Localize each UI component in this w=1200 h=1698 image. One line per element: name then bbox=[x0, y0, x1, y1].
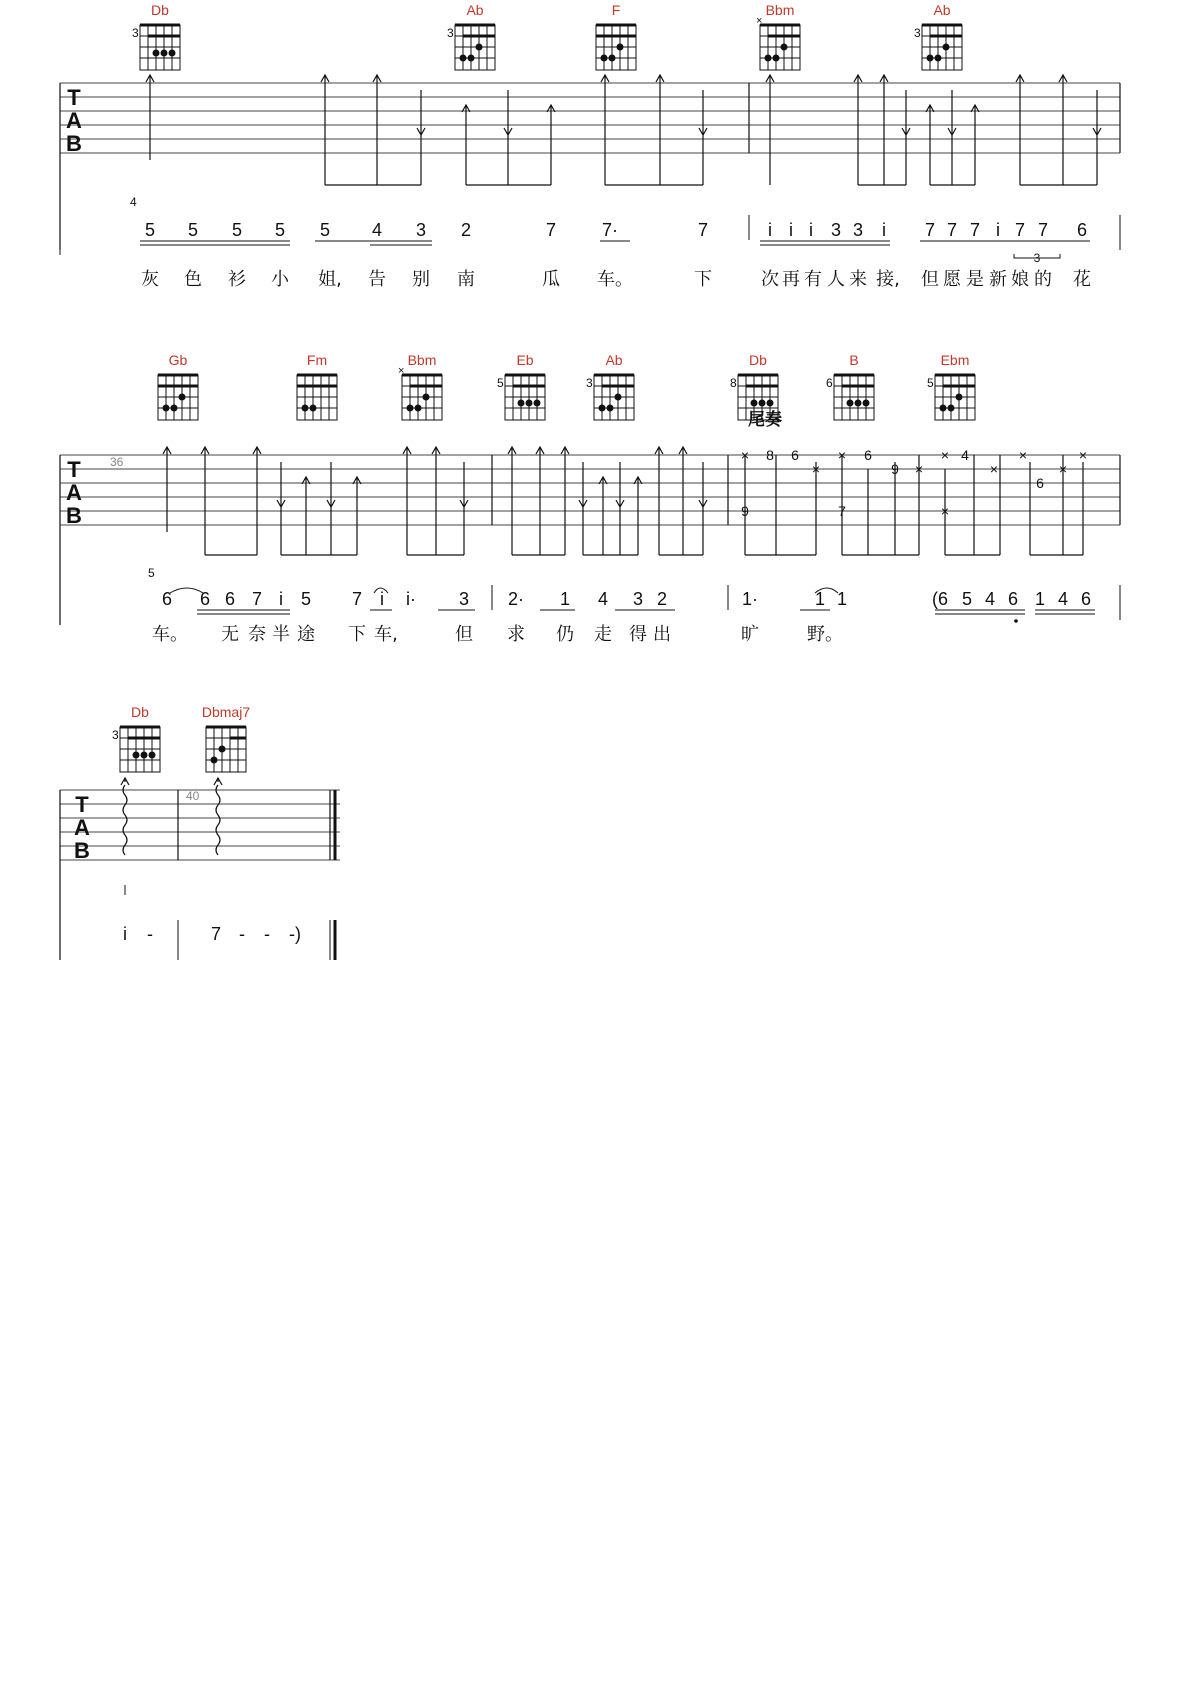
dead-note-icon: × bbox=[740, 447, 750, 463]
chord-fret: 3 bbox=[586, 376, 593, 390]
chord-name: Ab bbox=[466, 2, 484, 18]
tab-staff-1 bbox=[60, 75, 1120, 250]
lyric: 有 bbox=[804, 269, 822, 290]
beam-marker: 5 bbox=[148, 566, 155, 580]
note: 3 bbox=[852, 220, 864, 240]
lyric: 但 bbox=[921, 269, 939, 290]
chord-fret: 3 bbox=[914, 26, 921, 40]
chord-name: Ebm bbox=[940, 352, 970, 368]
lyric: 新 bbox=[989, 269, 1007, 290]
note: i bbox=[380, 589, 384, 609]
note: 7· bbox=[601, 220, 619, 240]
dead-note-icon: × bbox=[1078, 447, 1088, 463]
chord-diagram bbox=[297, 352, 337, 420]
note: 4 bbox=[984, 589, 996, 609]
lyric: 半 bbox=[272, 624, 290, 645]
chord-diagram bbox=[756, 2, 800, 70]
tab-label-b: B bbox=[66, 131, 82, 156]
note: i bbox=[996, 220, 1000, 240]
tab-label-b: B bbox=[66, 503, 82, 528]
numbered-notation-3 bbox=[123, 885, 335, 960]
dead-note-icon: × bbox=[914, 461, 924, 477]
lyric: 是 bbox=[966, 269, 984, 290]
note: 5 bbox=[231, 220, 243, 240]
fret-number: 6 bbox=[1036, 475, 1044, 491]
tab-label-t: T bbox=[75, 792, 89, 817]
lyric: 但 bbox=[455, 624, 473, 645]
chord-fret: 5 bbox=[497, 376, 504, 390]
beam-marker: 4 bbox=[130, 195, 137, 209]
lyric: 下 bbox=[694, 269, 712, 290]
note: (6 bbox=[931, 589, 949, 609]
chord-name: Fm bbox=[306, 352, 328, 368]
dead-note-icon: × bbox=[837, 447, 847, 463]
dead-note-icon: × bbox=[940, 447, 950, 463]
note: 2 bbox=[460, 220, 472, 240]
note: 7 bbox=[1037, 220, 1049, 240]
chord-name: Db bbox=[131, 704, 149, 720]
lyric: 接, bbox=[876, 269, 900, 290]
chord-name: Bbm bbox=[765, 2, 795, 18]
note: 5 bbox=[187, 220, 199, 240]
note: 6 bbox=[224, 589, 236, 609]
note: 6 bbox=[1007, 589, 1019, 609]
fret-number: 4 bbox=[961, 447, 969, 463]
lyric: 再 bbox=[782, 269, 800, 290]
lyric: 无 bbox=[221, 624, 239, 645]
lyric: 衫 bbox=[228, 269, 246, 290]
chord-diagram bbox=[927, 352, 975, 420]
note: i bbox=[789, 220, 793, 240]
note: 7 bbox=[924, 220, 936, 240]
note: 7 bbox=[969, 220, 981, 240]
tuplet-number: 3 bbox=[1033, 251, 1041, 265]
chord-fret: 8 bbox=[730, 376, 737, 390]
lyric: 求 bbox=[507, 624, 525, 645]
chord-diagram bbox=[586, 352, 634, 420]
lyric: 姐, bbox=[318, 269, 342, 290]
muted-string-icon: × bbox=[756, 15, 763, 27]
chord-row-3 bbox=[112, 704, 250, 772]
lyric: 途 bbox=[297, 624, 315, 645]
note: 7 bbox=[697, 220, 709, 240]
note: i· bbox=[406, 589, 416, 609]
lyrics-2 bbox=[152, 624, 843, 645]
chord-fret: 3 bbox=[447, 26, 454, 40]
numbered-notation-2 bbox=[60, 566, 1120, 625]
note: - bbox=[264, 924, 270, 944]
outro-tab bbox=[741, 447, 1087, 555]
note: 1 bbox=[814, 589, 826, 609]
note: 6 bbox=[1080, 589, 1092, 609]
lyric: 车, bbox=[374, 624, 398, 645]
chord-name: F bbox=[611, 2, 621, 18]
lyric: 花 bbox=[1073, 269, 1091, 290]
lyric: 车。 bbox=[597, 269, 633, 290]
note: 7 bbox=[251, 589, 263, 609]
chord-name: Ab bbox=[933, 2, 951, 18]
note: 7 bbox=[351, 589, 363, 609]
fret-number: 9 bbox=[891, 461, 899, 477]
chord-diagram bbox=[596, 2, 636, 70]
note: i bbox=[809, 220, 813, 240]
chord-name: Eb bbox=[516, 352, 534, 368]
chord-name: Gb bbox=[168, 352, 188, 368]
lyric: 的 bbox=[1034, 269, 1052, 290]
dead-note-icon: × bbox=[940, 503, 950, 519]
chord-name: Bbm bbox=[407, 352, 437, 368]
note: 5 bbox=[319, 220, 331, 240]
note: -) bbox=[289, 924, 301, 944]
chord-fret: 5 bbox=[927, 376, 934, 390]
note: 7 bbox=[210, 924, 222, 944]
dead-note-icon: × bbox=[1018, 447, 1028, 463]
note: 4 bbox=[1057, 589, 1069, 609]
note: i bbox=[279, 589, 283, 609]
chord-name: Db bbox=[749, 352, 767, 368]
chord-name: Dbmaj7 bbox=[201, 704, 251, 720]
lyric: 别 bbox=[412, 269, 430, 290]
dead-note-icon: × bbox=[811, 461, 821, 477]
lyric: 南 bbox=[457, 269, 475, 290]
note: 5 bbox=[144, 220, 156, 240]
lyric: 灰 bbox=[141, 269, 159, 290]
lyric: 仍 bbox=[556, 624, 574, 645]
chord-fret: 3 bbox=[132, 26, 139, 40]
tab-label-a: A bbox=[66, 480, 82, 505]
dead-note-icon: × bbox=[989, 461, 999, 477]
note: 6 bbox=[161, 589, 173, 609]
note: 5 bbox=[274, 220, 286, 240]
lyric: 人 bbox=[827, 269, 845, 290]
note: 4 bbox=[371, 220, 383, 240]
fret-number: 6 bbox=[864, 447, 872, 463]
lyric: 下 bbox=[348, 624, 366, 645]
note: 5 bbox=[300, 589, 312, 609]
note: i bbox=[882, 220, 886, 240]
dead-note-icon: × bbox=[1058, 461, 1068, 477]
chord-diagram bbox=[158, 352, 198, 420]
note: 7 bbox=[545, 220, 557, 240]
lyric: 出 bbox=[653, 624, 671, 645]
lyric: 野。 bbox=[807, 624, 843, 645]
measure-number: 36 bbox=[110, 455, 124, 469]
note: 4 bbox=[597, 589, 609, 609]
fret-number: 8 bbox=[766, 447, 774, 463]
note: 2· bbox=[507, 589, 525, 609]
chord-name: B bbox=[849, 352, 859, 368]
chord-diagram bbox=[447, 2, 495, 70]
chord-fret: 6 bbox=[826, 376, 833, 390]
tab-label-a: A bbox=[66, 108, 82, 133]
note: - bbox=[239, 924, 245, 944]
lyric: 愿 bbox=[943, 269, 961, 290]
chord-diagram bbox=[826, 352, 874, 420]
note: 7 bbox=[1014, 220, 1026, 240]
lyric: 得 bbox=[629, 624, 647, 645]
note: 1· bbox=[741, 589, 759, 609]
lyric: 色 bbox=[184, 269, 202, 290]
note: 1 bbox=[836, 589, 848, 609]
note: - bbox=[147, 924, 153, 944]
low-octave-dot bbox=[1014, 619, 1018, 623]
fret-number: 7 bbox=[838, 503, 846, 519]
chord-fret: 3 bbox=[112, 728, 119, 742]
chord-diagram bbox=[132, 2, 180, 70]
note: 3 bbox=[415, 220, 427, 240]
note: 2 bbox=[656, 589, 668, 609]
chord-diagram bbox=[914, 2, 962, 70]
chord-diagram bbox=[398, 352, 442, 420]
underlines bbox=[140, 241, 1090, 258]
note: 6 bbox=[199, 589, 211, 609]
note: 1 bbox=[559, 589, 571, 609]
tab-label-b: B bbox=[74, 838, 90, 863]
chord-row-2 bbox=[158, 352, 975, 430]
tab-label-t: T bbox=[67, 85, 81, 110]
section-label: 尾奏 bbox=[748, 410, 782, 430]
chord-row-1 bbox=[132, 2, 962, 70]
note: 7 bbox=[946, 220, 958, 240]
lyric: 走 bbox=[594, 624, 612, 645]
chord-diagram bbox=[202, 704, 250, 772]
chord-name: Db bbox=[151, 2, 169, 18]
lyric: 旷 bbox=[741, 624, 759, 645]
fret-number: 6 bbox=[791, 447, 799, 463]
strum-marks bbox=[146, 75, 1101, 185]
lyric: 瓜 bbox=[542, 269, 560, 290]
muted-string-icon: × bbox=[398, 365, 405, 377]
lyric: 奈 bbox=[248, 624, 266, 645]
note: 3 bbox=[458, 589, 470, 609]
note: 5 bbox=[961, 589, 973, 609]
note: 3 bbox=[830, 220, 842, 240]
note: i bbox=[123, 924, 127, 944]
chord-diagram bbox=[497, 352, 545, 420]
note: 3 bbox=[632, 589, 644, 609]
tab-label-a: A bbox=[74, 815, 90, 840]
chord-diagram bbox=[112, 704, 160, 772]
tab-label-t: T bbox=[67, 457, 81, 482]
lyric: 娘 bbox=[1011, 269, 1029, 290]
note: 1 bbox=[1034, 589, 1046, 609]
lyric: 次 bbox=[761, 269, 779, 290]
note: 6 bbox=[1076, 220, 1088, 240]
lyrics-1 bbox=[141, 268, 1091, 290]
strum-marks bbox=[163, 447, 707, 555]
lyric: 告 bbox=[368, 269, 386, 290]
note: i bbox=[768, 220, 772, 240]
numbered-notation-1 bbox=[60, 195, 1120, 265]
lyric: 来 bbox=[849, 269, 867, 290]
lyric: 小 bbox=[271, 269, 289, 290]
chord-name: Ab bbox=[605, 352, 623, 368]
lyric: 车。 bbox=[152, 624, 188, 645]
measure-number: 40 bbox=[186, 789, 200, 803]
fret-number: 9 bbox=[741, 503, 749, 519]
